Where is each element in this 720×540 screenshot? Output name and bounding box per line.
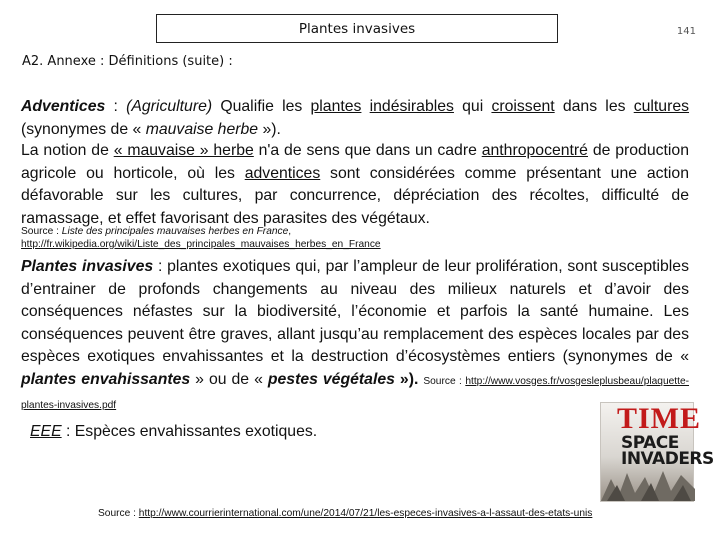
adventices-term: Adventices: [21, 98, 106, 115]
notion-text-2: n'a de sens que dans un cadre: [253, 142, 482, 159]
adventices-text-2: [361, 98, 369, 115]
page-number: 141: [676, 26, 696, 37]
notion-text-1: La notion de: [21, 142, 114, 159]
link-plantes[interactable]: plantes: [310, 98, 362, 115]
link-indesirables[interactable]: indésirables: [369, 98, 454, 115]
link-adventices[interactable]: adventices: [244, 164, 321, 182]
link-anthropocentre[interactable]: anthropocentré: [481, 142, 588, 159]
section-title: A2. Annexe : Définitions (suite) :: [22, 54, 233, 69]
eee-definition: [30, 423, 317, 441]
time-logo: TIME: [617, 402, 702, 435]
adventices-text-1: Qualifie les: [212, 98, 311, 115]
invasives-text-3: »).: [394, 370, 424, 388]
source1-prefix: Source :: [21, 226, 62, 237]
adventices-domain: (Agriculture): [126, 98, 213, 115]
invasives-synonym-2: pestes végétales: [267, 370, 395, 388]
adventices-colon: :: [105, 98, 127, 115]
invasives-text-1: : plantes exotiques qui, par l’ampleur de leur prolifération, sont susceptibles d’entrainer de profonds changements au niveau des milieux naturels et d’avoir des conséquences néfastes sur la biodiversité, l’économie et parfois la santé humaine. Les conséquences peuvent être graves, allant jusqu’au remplacement des espèces locales par des espèces exotiques envahissantes et la destruction d’écosystèmes entiers (synonymes de «: [21, 258, 689, 365]
adventices-text-5: (synonymes de «: [21, 120, 146, 138]
eee-text: : Espèces envahissantes exotiques.: [61, 423, 318, 440]
notion-paragraph: [21, 140, 689, 230]
invasives-text-2: » ou de «: [190, 370, 268, 388]
source-bottom-prefix: Source :: [98, 508, 139, 519]
source1-suffix: ,: [288, 226, 292, 237]
notion-text-4: sont considérées comme présentant une action défavorable sur les cultures, par concurrence, dépréciation des récoltes, difficulté de ramassage, et effet favorisant des parasites des végétaux.: [21, 164, 689, 227]
invasives-definition: [21, 256, 689, 418]
adventices-text-3: qui: [453, 98, 492, 115]
adventices-synonym: mauvaise herbe: [145, 120, 259, 138]
adventices-text-4: dans les: [554, 98, 634, 115]
slide-title-box: [156, 14, 558, 43]
eee-term: EEE: [30, 423, 62, 440]
link-mauvaise-herbe[interactable]: « mauvaise » herbe: [113, 142, 254, 159]
source-courrier: [98, 508, 592, 519]
slide-title: Plantes invasives: [298, 21, 416, 37]
invasives-source-link[interactable]: http://www.vosges.fr/vosgesleplusbeau/plaquette-plantes-invasives.pdf: [21, 375, 690, 411]
cover-headline: SPACE INVADERS: [621, 433, 714, 469]
source1-link[interactable]: http://fr.wikipedia.org/wiki/Liste_des_principales_mauvaises_herbes_en_France: [21, 238, 381, 250]
link-croissent[interactable]: croissent: [491, 98, 555, 115]
cover-plant-image: [601, 465, 695, 501]
notion-text-3: de production agricole ou horticole, où les: [21, 142, 689, 182]
link-cultures[interactable]: cultures: [633, 98, 690, 115]
adventices-definition: [21, 96, 689, 141]
adventices-text-6: »).: [258, 120, 281, 138]
invasives-source-prefix: Source :: [423, 375, 466, 387]
source-bottom-link[interactable]: http://www.courrierinternational.com/une/2014/07/21/les-especes-invasives-a-l-assaut-des-etats-unis: [138, 508, 593, 519]
invasives-synonym-1: plantes envahissantes: [21, 370, 191, 388]
invasives-term: Plantes invasives: [21, 258, 154, 275]
source-wikipedia: [21, 226, 381, 251]
source1-title: Liste des principales mauvaises herbes en France: [61, 226, 289, 237]
time-magazine-cover: [600, 402, 714, 502]
